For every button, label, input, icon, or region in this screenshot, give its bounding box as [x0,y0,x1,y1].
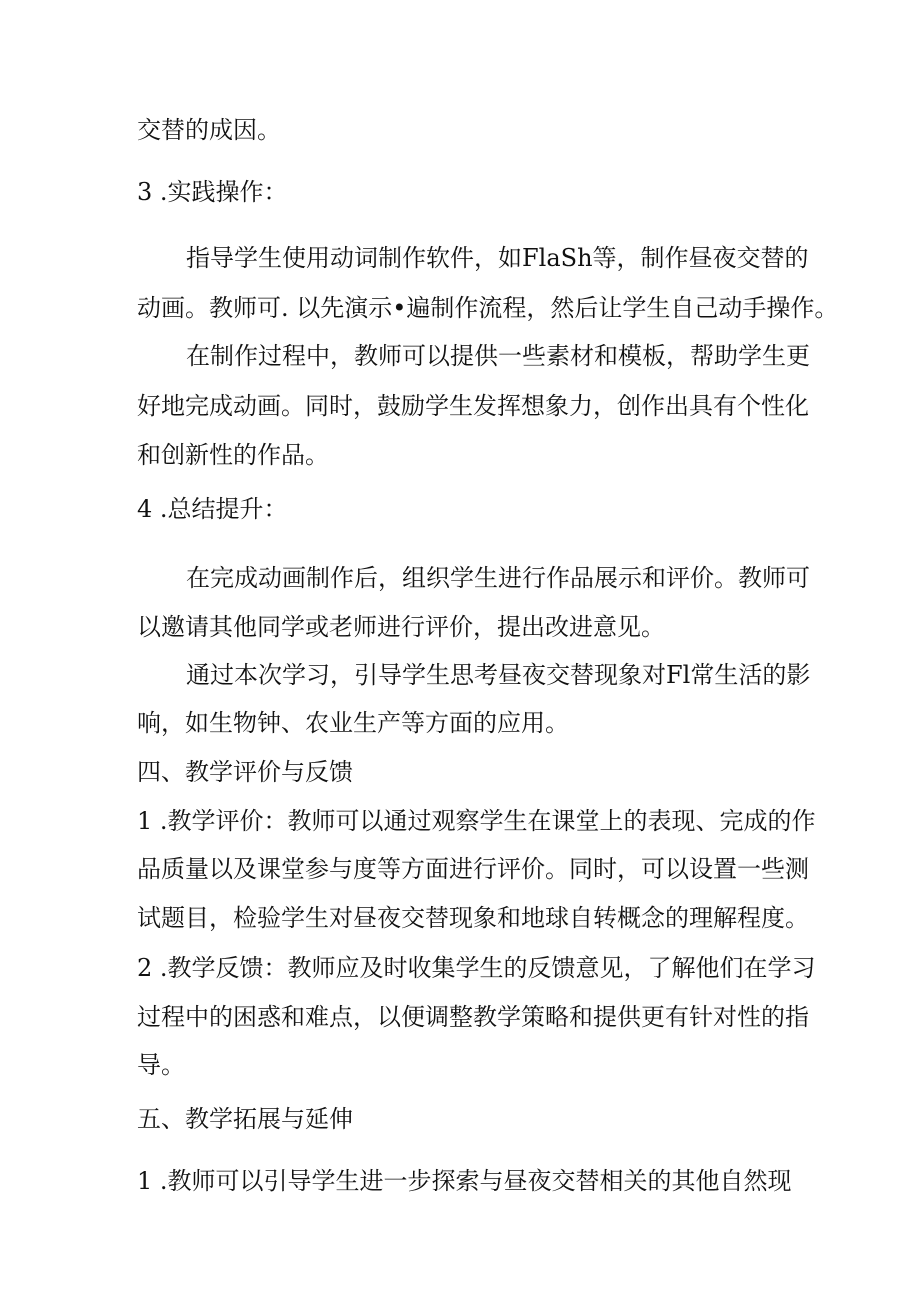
text-line: 响，如生物钟、农业生产等方面的应用。 [137,709,569,737]
text-line: 2 .教学反馈：教师应及时收集学生的反馈意见，了解他们在学习 [137,954,816,982]
text-line: 通过本次学习，引导学生思考昼夜交替现象对Fl常生活的影 [186,661,811,689]
section-heading: 四、教学评价与反馈 [137,758,353,786]
text-line: 在完成动画制作后，组织学生进行作品展示和评价。教师可 [186,564,810,592]
section-heading: 4 .总结提升： [137,495,288,523]
text-line: 交替的成因。 [137,116,281,144]
text-line: 和创新性的作品。 [137,441,329,469]
section-heading: 五、教学拓展与延伸 [137,1105,353,1133]
text-line: 好地完成动画。同时，鼓励学生发挥想象力，创作出具有个性化 [137,392,809,420]
text-line: 导。 [137,1051,185,1079]
text-line: 过程中的困惑和难点，以便调整教学策略和提供更有针对性的指 [137,1003,809,1031]
text-line: 在制作过程中，教师可以提供一些素材和模板，帮助学生更 [186,342,810,370]
section-heading: 3 .实践操作： [137,178,288,206]
text-line: 以邀请其他同学或老师进行评价，提出改进意见。 [137,613,665,641]
text-line: 1 .教学评价：教师可以通过观察学生在课堂上的表现、完成的作 [137,807,816,835]
text-line: 试题目，检验学生对昼夜交替现象和地球自转概念的理解程度。 [137,904,809,932]
text-line: 品质量以及课堂参与度等方面进行评价。同时，可以设置一些测 [137,855,809,883]
text-line: 动画。教师可. 以先演示•遍制作流程，然后让学生自己动手操作。 [137,294,839,322]
text-line: 1 .教师可以引导学生进一步探索与昼夜交替相关的其他自然现 [137,1167,792,1195]
text-line: 指导学生使用动词制作软件，如FlaSh等，制作昼夜交替的 [186,244,809,272]
